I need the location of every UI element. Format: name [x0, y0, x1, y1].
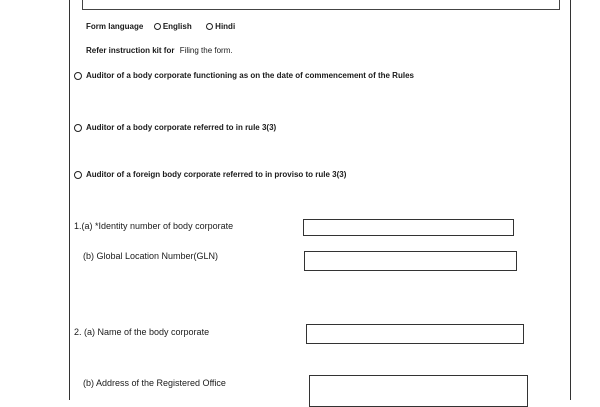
name-input[interactable] [306, 324, 524, 344]
gln-input[interactable] [304, 251, 517, 271]
auditor-option-2-label: Auditor of a body corporate referred to in rule 3(3) [85, 123, 277, 132]
instruction-label: Refer instruction kit for [86, 46, 175, 55]
auditor-option-1-radio[interactable] [74, 72, 82, 80]
auditor-option-2[interactable] [74, 123, 276, 132]
form-language-row [86, 22, 235, 31]
page-left-border [69, 0, 70, 400]
english-option-label: English [162, 22, 192, 31]
page-right-border [570, 0, 571, 400]
instruction-link[interactable]: Filing the form. [179, 46, 233, 55]
address-input[interactable] [309, 375, 528, 407]
auditor-option-3[interactable] [74, 170, 346, 179]
radio-hindi[interactable] [206, 23, 213, 30]
name-label: 2. (a) Name of the body corporate [74, 327, 210, 337]
auditor-option-3-label: Auditor of a foreign body corporate referred to in proviso to rule 3(3) [85, 170, 347, 179]
header-box [82, 0, 560, 10]
address-label: (b) Address of the Registered Office [83, 378, 226, 388]
hindi-option-label: Hindi [215, 22, 236, 31]
instruction-row [86, 46, 233, 55]
gln-label: (b) Global Location Number(GLN) [83, 251, 219, 261]
auditor-option-3-radio[interactable] [74, 171, 82, 179]
identity-number-label: 1.(a) *Identity number of body corporate [74, 221, 234, 231]
auditor-option-1-label: Auditor of a body corporate functioning as on the date of commencement of the Rules [85, 71, 414, 80]
auditor-option-2-radio[interactable] [74, 124, 82, 132]
form-language-label: Form language [86, 22, 144, 31]
auditor-option-1[interactable] [74, 71, 414, 80]
radio-english[interactable] [154, 23, 161, 30]
identity-number-input[interactable] [303, 219, 514, 236]
